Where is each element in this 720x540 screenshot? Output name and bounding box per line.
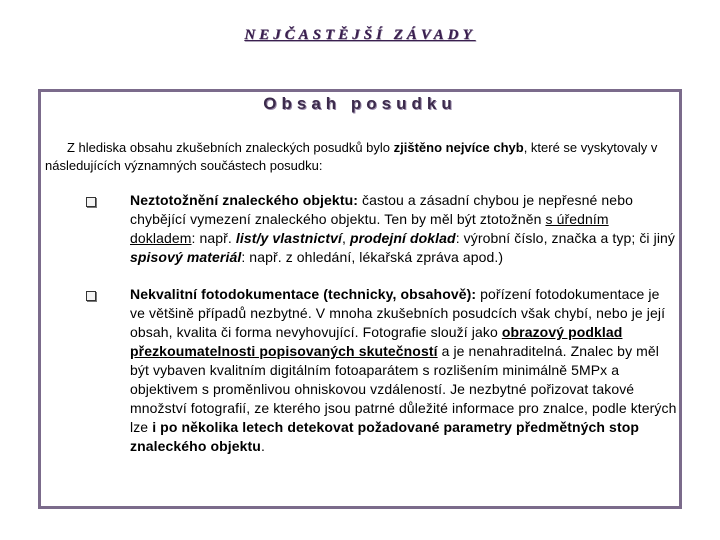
intro-paragraph	[45, 139, 665, 175]
item1-text-5: : např. z ohledání, lékařská zpráva apod.)	[241, 249, 504, 265]
section-title: Obsah posudku	[263, 94, 457, 113]
item2-text-3: .	[260, 438, 265, 454]
list-item-photodocumentation	[130, 285, 678, 456]
item2-text-2: a je nenahraditelná. Znalec by měl být vybaven kvalitním digitálním fotoaparátem s rozlišením minimálně 5MPx a objektivem s proměnlivou ohniskovou vzdáleností. Je nezbytné pořizovat takové množství fotografií, ze kterého jsou patrné důležité informace pro znalce, podle kterých lze	[130, 343, 677, 435]
item1-text-3: ,	[341, 230, 350, 246]
item1-emph-1: list/y vlastnictví	[235, 230, 342, 246]
item2-text-1: pořízení fotodokumentace je ve většině případů nezbytné. V mnoha zkušebních posudcích však chybí, nebo je její obsah, kvalita či forma nevyhovující. Fotografie slouží jako	[130, 286, 666, 340]
item1-text-2: : např.	[191, 230, 236, 246]
intro-text-1: Z hlediska obsahu zkušebních znaleckých posudků bylo	[67, 140, 394, 155]
item1-text-1: častou a zásadní chybou je nepřesné nebo chybějící vymezení znaleckého objektu. Ten by měl být ztotožněn	[130, 192, 633, 227]
item1-emph-2: prodejní doklad	[349, 230, 456, 246]
item2-emph-underlined: obrazový podklad přezkoumatelnosti popisovaných skutečností	[130, 324, 623, 359]
checkbox-bullet-icon	[86, 291, 96, 301]
item2-emph: i po několika letech detekovat požadované parametry předmětných stop znaleckého objektu	[130, 419, 640, 454]
item1-text-4: : výrobní číslo, značka a typ; či jiný	[455, 230, 676, 246]
page-title: NEJČASTĚJŠÍ ZÁVADY	[244, 27, 476, 43]
intro-emphasis: zjištěno nejvíce chyb	[393, 140, 524, 155]
item1-heading: Neztotožnění znaleckého objektu:	[130, 192, 358, 208]
list-item-identification	[130, 191, 678, 267]
intro-text-2: , které se vyskytovaly v následujících významných součástech posudku:	[45, 140, 658, 173]
checkbox-bullet-icon	[86, 197, 96, 207]
item1-underlined: s úředním dokladem	[130, 211, 609, 246]
item1-emph-3: spisový materiál	[130, 249, 242, 265]
item2-heading: Nekvalitní fotodokumentace (technicky, obsahově):	[130, 286, 477, 302]
